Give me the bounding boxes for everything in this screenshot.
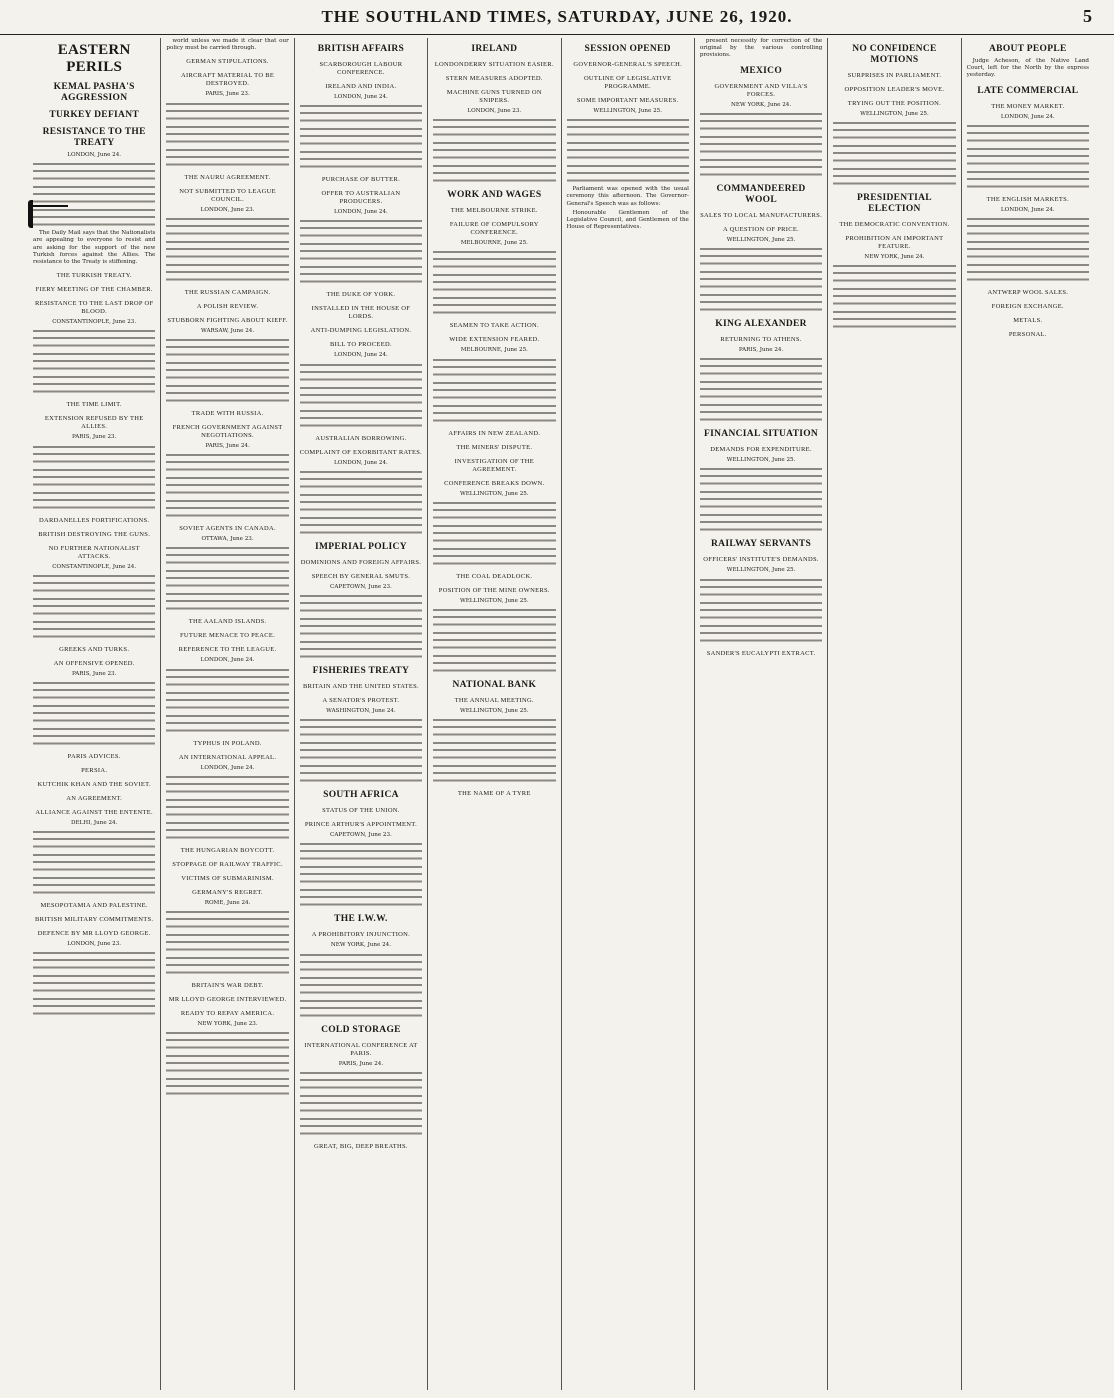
article-body-placeholder xyxy=(166,1030,288,1097)
dateline: LONDON, June 23. xyxy=(467,108,522,114)
article-body-placeholder xyxy=(700,111,822,178)
dateline: MELBOURNE, June 25. xyxy=(460,347,528,354)
headline: VICTIMS OF SUBMARINISM. xyxy=(181,874,274,882)
article-body-placeholder xyxy=(700,577,822,644)
headline: RESISTANCE TO THE LAST DROP OF BLOOD. xyxy=(34,300,154,316)
article-text: Honourable Gentlemen of the Legislative Council, and Gentlemen of the House of Representatives. xyxy=(566,209,689,231)
article-body-placeholder xyxy=(300,593,422,660)
headline: PURCHASE OF BUTTER. xyxy=(321,176,400,184)
article-body-placeholder xyxy=(33,950,155,1017)
article-text: present necessity for correction of the original by the various controlling provisions. xyxy=(699,38,823,59)
headline: IRELAND AND INDIA. xyxy=(325,83,397,90)
dateline: NEW YORK, June 24. xyxy=(330,942,392,949)
article-body-placeholder xyxy=(967,216,1089,283)
headline: ANTWERP WOOL SALES. xyxy=(987,289,1069,297)
headline: KUTCHIK KHAN AND THE SOVIET. xyxy=(37,781,151,789)
headline: TRYING OUT THE POSITION. xyxy=(847,100,942,107)
headline: IRELAND xyxy=(471,44,518,54)
headline: FAILURE OF COMPULSORY CONFERENCE. xyxy=(449,221,539,237)
dateline: WELLINGTON, June 25. xyxy=(459,490,529,497)
headline: SOVIET AGENTS IN CANADA. xyxy=(179,525,276,533)
headline: IMPERIAL POLICY xyxy=(315,541,407,552)
dateline: WELLINGTON, June 25. xyxy=(726,457,796,464)
headline: KING ALEXANDER xyxy=(715,319,807,330)
headline: SOUTH AFRICA xyxy=(323,790,399,801)
headline: SEAMEN TO TAKE ACTION. xyxy=(449,322,539,330)
headline: STOPPAGE OF RAILWAY TRAFFIC. xyxy=(172,860,283,868)
dateline: NEW YORK, June 24. xyxy=(864,254,925,261)
headline: INVESTIGATION OF THE AGREEMENT. xyxy=(454,457,535,473)
headline: MR LLOYD GEORGE INTERVIEWED. xyxy=(168,996,287,1004)
dateline: OTTAWA, June 23. xyxy=(201,536,254,543)
headline: GERMAN STIPULATIONS. xyxy=(186,58,269,66)
article-body-placeholder xyxy=(166,667,288,734)
article-body-placeholder xyxy=(700,466,822,533)
headline: THE DEMOCRATIC CONVENTION. xyxy=(839,221,950,229)
headline: NO FURTHER NATIONALIST ATTACKS. xyxy=(48,544,140,560)
headline: A POLISH REVIEW. xyxy=(196,302,259,310)
headline: MACHINE GUNS TURNED ON SNIPERS. xyxy=(446,89,542,104)
article-body-placeholder xyxy=(300,362,422,429)
headline: BILL TO PROCEED. xyxy=(329,341,392,349)
dateline: CONSTANTINOPLE, June 24. xyxy=(52,563,137,570)
headline: THE AALAND ISLANDS. xyxy=(188,618,267,626)
headline: TURKEY DEFIANT xyxy=(49,110,139,120)
dateline: LONDON, June 24. xyxy=(200,657,255,664)
headline: DARDANELLES FORTIFICATIONS. xyxy=(39,516,150,524)
headline: THE I.W.W. xyxy=(334,914,388,925)
article-body-placeholder xyxy=(33,328,155,395)
headline: MEXICO xyxy=(740,65,783,76)
column-5 xyxy=(562,38,695,1390)
headline: PRINCE ARTHUR'S APPOINTMENT. xyxy=(304,821,418,829)
headline: THE ENGLISH MARKETS. xyxy=(986,195,1069,203)
article-body-placeholder xyxy=(433,500,555,567)
dateline: PARIS, June 23. xyxy=(72,434,117,441)
headline: PERSIA. xyxy=(81,767,108,775)
headline: TYPHUS IN POLAND. xyxy=(193,739,262,747)
headline: PARIS ADVICES. xyxy=(67,753,121,761)
article-body-placeholder xyxy=(166,774,288,841)
article-body-placeholder xyxy=(433,607,555,674)
dateline: WASHINGTON, June 24. xyxy=(326,708,396,715)
column-area xyxy=(28,38,1094,1390)
article-body-placeholder xyxy=(166,101,288,168)
dateline: PARIS, June 24. xyxy=(738,347,784,354)
masthead-title: THE SOUTHLAND TIMES, SATURDAY, JUNE 26, 1920. xyxy=(321,7,793,26)
headline: A SENATOR'S PROTEST. xyxy=(322,697,400,705)
column-6 xyxy=(695,38,828,1390)
article-body-placeholder xyxy=(833,263,955,330)
headline: SCARBOROUGH LABOUR CONFERENCE. xyxy=(319,61,403,76)
headline: METALS. xyxy=(1013,317,1043,325)
headline: FOREIGN EXCHANGE. xyxy=(991,303,1064,311)
dateline: WELLINGTON, June 25. xyxy=(726,236,796,243)
headline: DOMINIONS AND FOREIGN AFFAIRS. xyxy=(300,558,422,566)
dateline: WELLINGTON, June 25. xyxy=(726,567,796,574)
headline: COMMANDEERED WOOL xyxy=(716,183,806,205)
article-body-placeholder xyxy=(700,356,822,423)
dateline: LONDON, June 24. xyxy=(334,209,388,216)
column-1 xyxy=(28,38,161,1390)
headline: REFERENCE TO THE LEAGUE. xyxy=(178,646,277,654)
article-body-placeholder xyxy=(166,545,288,612)
headline: BRITISH MILITARY COMMITMENTS. xyxy=(35,916,154,924)
headline: GOVERNMENT AND VILLA'S FORCES. xyxy=(714,82,808,98)
dateline: PARIS, June 24. xyxy=(205,443,250,450)
headline: INTERNATIONAL CONFERENCE AT PARIS. xyxy=(304,1041,418,1057)
headline: ALLIANCE AGAINST THE ENTENTE. xyxy=(35,809,153,817)
article-body-placeholder xyxy=(300,841,422,908)
headline: THE NAURU AGREEMENT. xyxy=(184,173,271,181)
dateline: WELLINGTON, June 25. xyxy=(860,111,929,117)
dateline: LONDON, June 24. xyxy=(200,764,255,771)
headline: FRENCH GOVERNMENT AGAINST NEGOTIATIONS. xyxy=(172,424,283,440)
dateline: LONDON, June 23. xyxy=(200,206,255,213)
dateline: CAPETOWN, June 23. xyxy=(330,583,392,590)
headline: GOVERNOR-GENERAL'S SPEECH. xyxy=(573,61,683,68)
headline: THE HUNGARIAN BOYCOTT. xyxy=(180,846,275,854)
dateline: WELLINGTON, June 25. xyxy=(593,108,663,114)
headline: LONDONDERRY SITUATION EASIER. xyxy=(434,61,554,68)
headline: LATE COMMERCIAL xyxy=(977,85,1079,96)
page-number: 5 xyxy=(1083,6,1092,26)
article-body-placeholder xyxy=(433,717,555,784)
headline: SESSION OPENED xyxy=(584,44,671,54)
headline: COLD STORAGE xyxy=(321,1024,401,1035)
headline: THE ANNUAL MEETING. xyxy=(454,697,534,705)
headline: A PROHIBITORY INJUNCTION. xyxy=(311,931,411,939)
headline: BRITAIN'S WAR DEBT. xyxy=(191,982,264,990)
headline: RAILWAY SERVANTS xyxy=(711,539,812,550)
dateline: LONDON, June 24. xyxy=(334,459,388,466)
article-body-placeholder xyxy=(300,103,422,170)
headline: PERSONAL. xyxy=(1008,331,1047,339)
article-body-placeholder xyxy=(567,117,689,184)
headline: BRITISH DESTROYING THE GUNS. xyxy=(38,530,151,538)
headline: COMPLAINT OF EXORBITANT RATES. xyxy=(299,448,423,456)
headline: THE MELBOURNE STRIKE. xyxy=(450,207,538,215)
headline: GREEKS AND TURKS. xyxy=(59,645,130,653)
column-8 xyxy=(962,38,1094,1390)
headline: OFFICERS' INSTITUTE'S DEMANDS. xyxy=(703,556,819,564)
headline: AIRCRAFT MATERIAL TO BE DESTROYED. xyxy=(180,72,275,88)
dateline: LONDON, June 24. xyxy=(334,352,388,359)
headline: NO CONFIDENCE MOTIONS xyxy=(852,44,937,65)
headline: THE TURKISH TREATY. xyxy=(56,272,132,280)
headline: CONFERENCE BREAKS DOWN. xyxy=(444,479,545,487)
dateline: LONDON, June 24. xyxy=(1000,113,1055,120)
dateline: PARIS, June 23. xyxy=(72,670,117,677)
dateline: NEW YORK, June 23. xyxy=(197,1021,258,1028)
dateline: LONDON, June 24. xyxy=(67,152,122,158)
headline: DEMANDS FOR EXPENDITURE. xyxy=(710,446,812,454)
headline: FINANCIAL SITUATION xyxy=(704,429,819,440)
headline: AN OFFENSIVE OPENED. xyxy=(53,659,135,667)
article-text: world unless we made it clear that our policy must be carried through. xyxy=(166,38,289,52)
dateline: WELLINGTON, June 25. xyxy=(459,708,529,715)
headline: SOME IMPORTANT MEASURES. xyxy=(576,97,679,104)
headline: THE MONEY MARKET. xyxy=(991,102,1065,110)
column-2 xyxy=(161,38,294,1390)
article-body-placeholder xyxy=(33,444,155,511)
headline: STERN MEASURES ADOPTED. xyxy=(445,75,543,82)
article-body-placeholder xyxy=(33,829,155,896)
column-4 xyxy=(428,38,561,1390)
headline: TRADE WITH RUSSIA. xyxy=(191,410,264,418)
article-body-placeholder xyxy=(300,952,422,1019)
headline: ABOUT PEOPLE xyxy=(989,44,1067,54)
article-body-placeholder xyxy=(33,680,155,747)
headline: THE MINERS' DISPUTE. xyxy=(456,443,533,451)
headline: STATUS OF THE UNION. xyxy=(322,807,400,815)
column-7 xyxy=(828,38,961,1390)
dateline: LONDON, June 23. xyxy=(67,941,122,948)
article-body-placeholder xyxy=(166,452,288,519)
dateline: PARIS, June 23. xyxy=(205,91,250,98)
headline: FUTURE MENACE TO PEACE. xyxy=(179,632,276,640)
headline: MESOPOTAMIA AND PALESTINE. xyxy=(40,902,148,910)
article-body-placeholder xyxy=(33,573,155,640)
headline: SALES TO LOCAL MANUFACTURERS. xyxy=(700,211,822,219)
article-body-placeholder xyxy=(833,120,955,187)
headline: SANDER'S EUCALYPTI EXTRACT. xyxy=(706,649,816,657)
headline: FISHERIES TREATY xyxy=(312,666,410,677)
headline: SURPRISES IN PARLIAMENT. xyxy=(847,72,942,79)
dateline: WELLINGTON, June 25. xyxy=(459,597,529,604)
article-body-placeholder xyxy=(433,249,555,316)
headline: A QUESTION OF PRICE. xyxy=(723,225,800,233)
dateline: LONDON, June 24. xyxy=(334,94,388,100)
headline: FIERY MEETING OF THE CHAMBER. xyxy=(35,286,153,294)
headline: KEMAL PASHA'S AGGRESSION xyxy=(53,82,135,103)
headline: AUSTRALIAN BORROWING. xyxy=(315,434,407,442)
headline: ANTI-DUMPING LEGISLATION. xyxy=(310,327,412,335)
headline: STUBBORN FIGHTING ABOUT KIEFF. xyxy=(167,316,288,324)
dateline: PARIS, June 24. xyxy=(338,1060,384,1067)
headline: BRITAIN AND THE UNITED STATES. xyxy=(302,683,419,691)
article-body-placeholder xyxy=(967,123,1089,190)
article-body-placeholder xyxy=(166,909,288,976)
article-body-placeholder xyxy=(300,218,422,285)
headline: POSITION OF THE MINE OWNERS. xyxy=(438,586,550,594)
article-body-placeholder xyxy=(433,357,555,424)
headline: BRITISH AFFAIRS xyxy=(317,44,405,54)
headline: AN INTERNATIONAL APPEAL. xyxy=(178,753,277,761)
article-body-placeholder xyxy=(166,337,288,404)
headline: RESISTANCE TO THE TREATY xyxy=(42,127,146,148)
headline: OPPOSITION LEADER'S MOVE. xyxy=(844,86,945,93)
headline: GREAT, BIG, DEEP BREATHS. xyxy=(314,1142,408,1150)
headline: AFFAIRS IN NEW ZEALAND. xyxy=(448,429,541,437)
headline: THE TIME LIMIT. xyxy=(66,401,122,409)
dateline: DELHI, June 24. xyxy=(71,820,118,827)
article-body-placeholder xyxy=(700,246,822,313)
headline: SPEECH BY GENERAL SMUTS. xyxy=(311,572,411,580)
headline: THE DUKE OF YORK. xyxy=(326,291,396,299)
headline: PROHIBITION AN IMPORTANT FEATURE. xyxy=(845,235,944,251)
dateline: CAPETOWN, June 23. xyxy=(330,832,392,839)
article-body-placeholder xyxy=(300,717,422,784)
dateline: NEW YORK, June 24. xyxy=(730,101,792,108)
article-text: Parliament was opened with the usual ceremony this afternoon. The Governor-General's Speech was as follows: xyxy=(566,186,689,207)
dateline: CONSTANTINOPLE, June 23. xyxy=(52,319,137,326)
headline: NOT SUBMITTED TO LEAGUE COUNCIL. xyxy=(179,187,276,203)
article-body-placeholder xyxy=(300,1070,422,1137)
article-body-placeholder xyxy=(166,216,288,283)
headline: NATIONAL BANK xyxy=(452,680,537,691)
headline: THE NAME OF A TYRE xyxy=(457,790,531,798)
headline: INSTALLED IN THE HOUSE OF LORDS. xyxy=(311,305,411,321)
dateline: ROME, June 24. xyxy=(204,899,251,906)
headline: GERMANY'S REGRET. xyxy=(192,888,263,896)
article-body-placeholder xyxy=(300,469,422,536)
article-text: Judge Acheson, of the Native Land Court, left for the North by the express yesterday. xyxy=(966,58,1089,79)
headline: EASTERN PERILS xyxy=(57,42,131,75)
column-3 xyxy=(295,38,428,1390)
headline: WIDE EXTENSION FEARED. xyxy=(449,336,540,344)
article-body-placeholder xyxy=(33,161,155,228)
headline: EXTENSION REFUSED BY THE ALLIES. xyxy=(44,415,144,431)
headline: THE COAL DEADLOCK. xyxy=(456,572,533,580)
headline: OUTLINE OF LEGISLATIVE PROGRAMME. xyxy=(583,75,672,90)
headline: PRESIDENTIAL ELECTION xyxy=(857,193,932,215)
dateline: MELBOURNE, June 25. xyxy=(460,240,528,247)
headline: DEFENCE BY MR LLOYD GEORGE. xyxy=(37,930,151,938)
headline: OFFER TO AUSTRALIAN PRODUCERS. xyxy=(321,190,401,206)
article-text: The Daily Mail says that the Nationalists are appealing to everyone to resist and are asking for the support of the new Turkish forces against the Allies. The resistance to the Treaty is stiffening. xyxy=(33,230,156,266)
headline: WORK AND WAGES xyxy=(447,190,542,201)
dateline: WARSAW, June 24. xyxy=(200,327,255,334)
headline: READY TO REPAY AMERICA. xyxy=(180,1010,275,1018)
headline: RETURNING TO ATHENS. xyxy=(720,336,802,344)
dateline: LONDON, June 24. xyxy=(1000,206,1055,213)
headline: AN AGREEMENT. xyxy=(66,795,123,803)
masthead xyxy=(0,0,1114,35)
article-body-placeholder xyxy=(433,117,555,184)
headline: THE RUSSIAN CAMPAIGN. xyxy=(184,288,271,296)
